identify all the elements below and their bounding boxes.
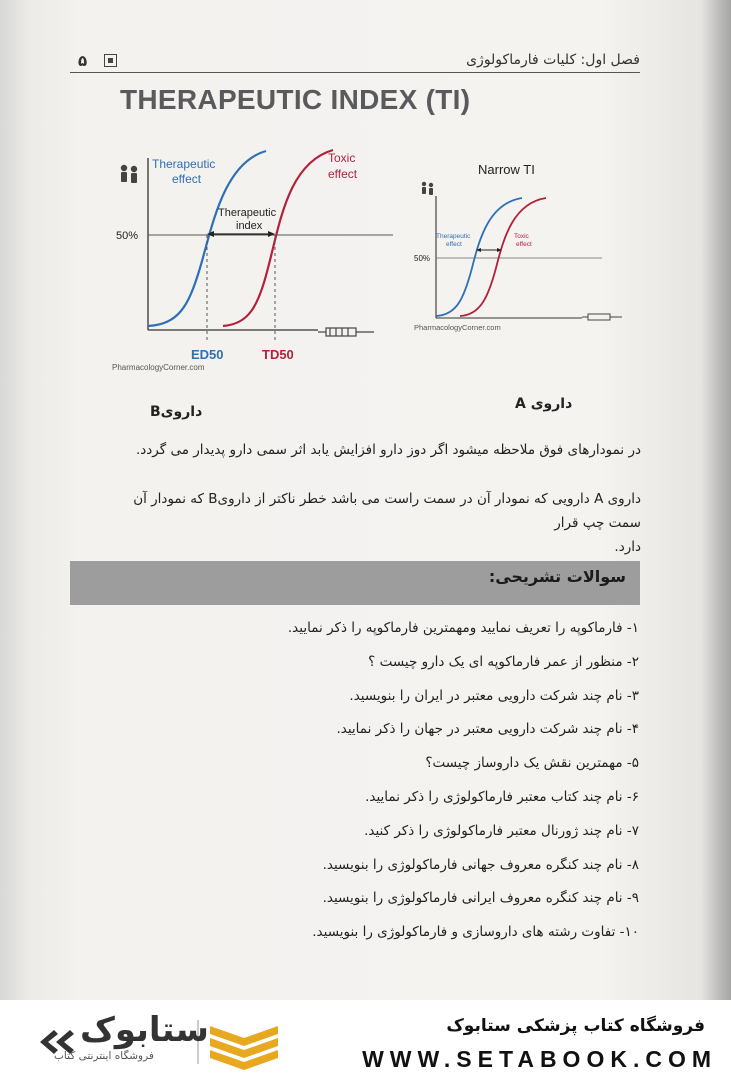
paragraph-1: در نمودارهای فوق ملاحظه میشود اگر دوز دارو افزایش یابد اثر سمی دارو پدیدار می گردد. — [135, 442, 641, 458]
chart-credit: PharmacologyCorner.com — [112, 363, 205, 372]
page-number: ۵ — [78, 52, 88, 70]
ed50-label: ED50 — [191, 347, 224, 362]
therapeutic-curve-small — [436, 198, 522, 316]
question-item: ۴- نام چند شرکت دارویی معتبر در جهان را ذکر نمایید. — [336, 721, 639, 738]
therapeutic-label-2: effect — [172, 172, 202, 186]
therapeutic-curve — [148, 151, 266, 326]
paragraph-2-line-1: داروی A دارویی که نمودار آن در سمت راست می باشد خطر ناکتر از دارویB که نمودار آن سمت چپ قرار — [133, 491, 641, 531]
page-shadow — [701, 0, 731, 1000]
syringe-icon-small — [582, 314, 622, 320]
toxic-label-2: effect — [328, 167, 358, 181]
question-item: ۲- منظور از عمر فارماکوپه ای یک دارو چیست ؟ — [368, 653, 639, 670]
page-header — [70, 46, 640, 73]
section-band — [70, 561, 640, 605]
caption-drug-a: داروی A — [515, 396, 573, 412]
toxic-label-1: Toxic — [328, 151, 356, 165]
store-footer-banner — [0, 1000, 731, 1080]
store-url-link[interactable]: WWW.SETABOOK.COM — [362, 1046, 717, 1072]
question-item: ۵- مهمترین نقش یک داروساز چیست؟ — [425, 755, 639, 772]
toxic-curve — [223, 150, 333, 326]
paragraph-2 — [121, 487, 641, 559]
y-tick-50-small: 50% — [414, 254, 431, 263]
people-icon-small — [422, 182, 433, 195]
chart-credit-small: PharmacologyCorner.com — [414, 323, 501, 332]
figure-title: THERAPEUTIC INDEX (TI) — [120, 84, 471, 115]
header-square-icon — [104, 54, 117, 67]
question-item: ۱۰- تفاوت رشته های داروسازی و فارماکولوژی را بنویسید. — [312, 924, 639, 941]
therapeutic-label-1: Therapeutic — [152, 157, 216, 171]
td50-label: TD50 — [262, 347, 294, 362]
therapeutic-index-chart-wide — [108, 138, 398, 378]
syringe-icon — [318, 328, 374, 336]
paragraph-2-line-2: دارد. — [614, 539, 641, 555]
logo-word: ستابوک — [80, 1010, 209, 1050]
caption-drug-b: دارویB — [150, 404, 203, 420]
y-tick-50: 50% — [116, 230, 139, 242]
people-icon — [121, 165, 137, 183]
toxic-curve-small — [460, 198, 546, 316]
toxic-label-small-1: Toxic — [514, 233, 529, 240]
question-item: ۱- فارماکوپه را تعریف نمایید ومهمترین فارماکوپه را ذکر نمایید. — [287, 620, 639, 636]
question-item: ۶- نام چند کتاب معتبر فارماکولوژی را ذکر نمایید. — [365, 788, 639, 805]
index-label-1: Therapeutic — [218, 207, 277, 219]
store-name: فروشگاه کتاب پزشکی ستابوک — [446, 1016, 705, 1036]
therapeutic-index-chart-narrow — [412, 158, 632, 338]
logo-subtitle: فروشگاه اینترنتی کتاب — [54, 1050, 154, 1062]
book-stack-icon — [210, 1026, 278, 1070]
question-item: ۷- نام چند ژورنال معتبر فارماکولوژی را ذکر کنید. — [364, 822, 639, 839]
question-list — [79, 620, 639, 958]
section-title: سوالات تشریحی: — [488, 567, 626, 586]
question-item: ۸- نام چند کنگره معروف جهانی فارماکولوژی را بنویسید. — [322, 856, 639, 873]
question-item: ۳- نام چند شرکت دارویی معتبر در ایران را بنویسید. — [349, 687, 639, 704]
chapter-title: فصل اول: کلیات فارماکولوژی — [466, 52, 640, 68]
question-item: ۹- نام چند کنگره معروف ایرانی فارماکولوژی را بنویسید. — [322, 890, 639, 907]
therapeutic-label-small-2: effect — [446, 241, 462, 248]
therapeutic-label-small-1: Therapeutic — [436, 233, 471, 240]
index-label-2: index — [236, 220, 263, 232]
toxic-label-small-2: effect — [516, 241, 532, 248]
narrow-ti-title: Narrow TI — [478, 162, 535, 177]
